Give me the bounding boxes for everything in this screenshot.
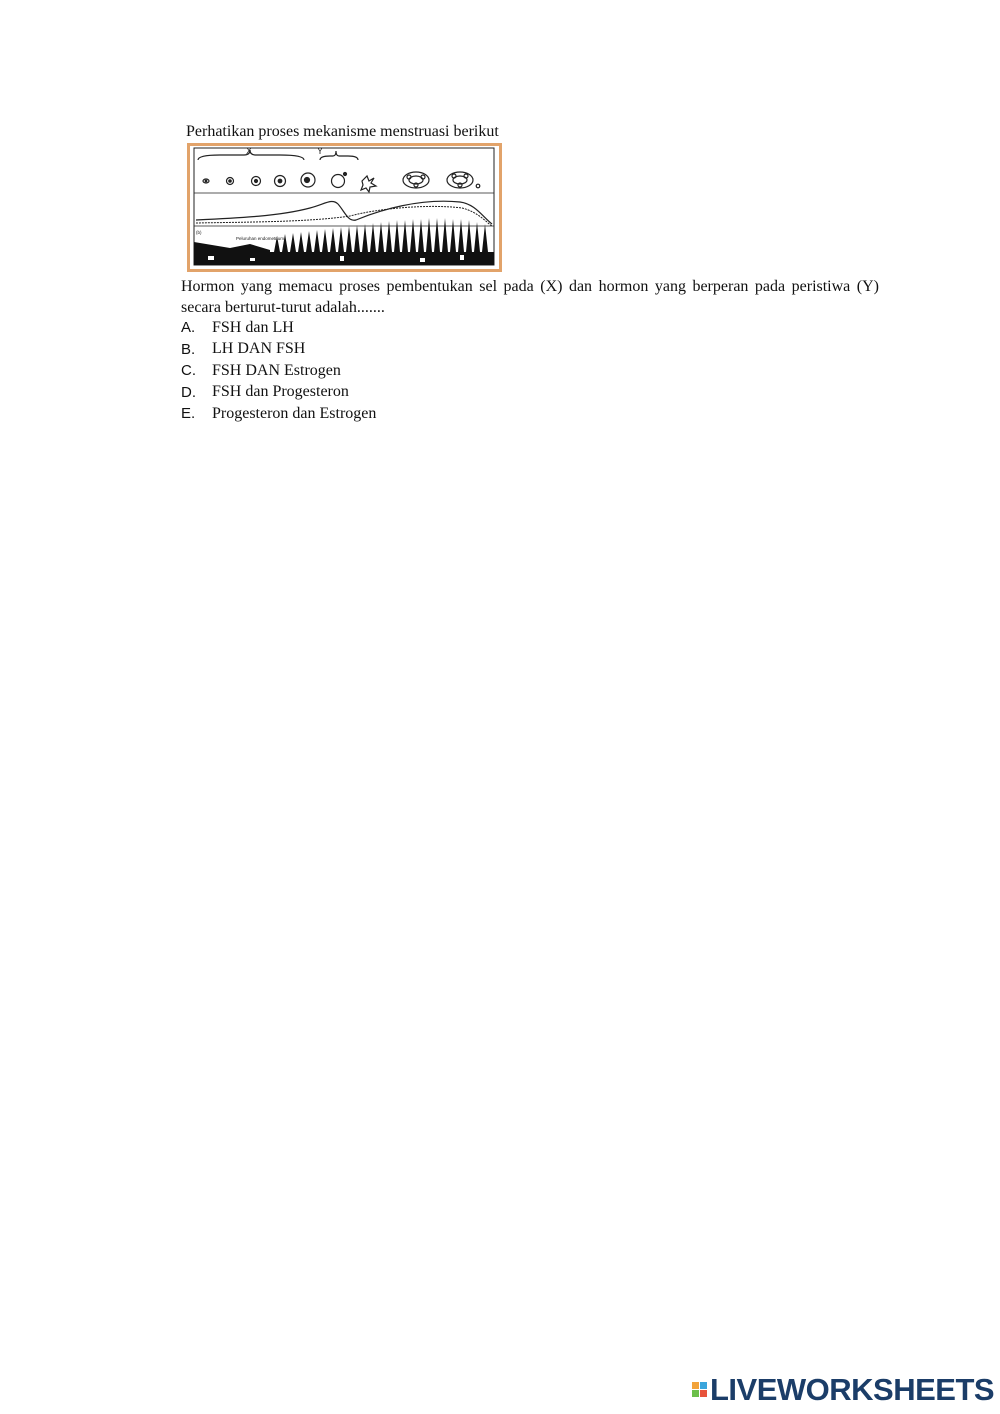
liveworksheets-logo-icon [692, 1379, 708, 1401]
menstrual-cycle-figure [187, 143, 502, 272]
intro-text: Perhatikan proses mekanisme menstruasi berikut [186, 123, 499, 140]
option-letter: E. [181, 405, 196, 423]
menstrual-cycle-diagram [190, 146, 499, 269]
option-b[interactable] [181, 339, 376, 361]
label-x: X [246, 146, 253, 156]
option-text: FSH DAN Estrogen [212, 361, 341, 379]
option-letter: D. [181, 383, 196, 401]
liveworksheets-logo-text: LIVEWORKSHEETS [710, 1372, 995, 1407]
figure-caption: Peluruhan endometrium [236, 236, 285, 241]
svg-text:(b): (b) [196, 230, 202, 235]
option-text: Progesteron dan Estrogen [212, 404, 377, 422]
option-letter: A. [181, 319, 196, 337]
liveworksheets-logo [692, 1374, 994, 1406]
label-y: Y [317, 146, 324, 156]
answer-options [181, 317, 376, 425]
option-text: FSH dan LH [212, 318, 294, 336]
option-text: LH DAN FSH [212, 340, 306, 358]
question-text: Hormon yang memacu proses pembentukan sel pada (X) dan hormon yang berperan pada peristiwa (Y) secara berturut-turut adalah....... [181, 278, 879, 316]
option-text: FSH dan Progesteron [212, 383, 349, 401]
option-e[interactable] [181, 403, 376, 425]
option-c[interactable] [181, 360, 376, 382]
option-letter: B. [181, 340, 196, 358]
option-letter: C. [181, 362, 196, 380]
option-d[interactable] [181, 382, 376, 404]
option-a[interactable] [181, 317, 376, 339]
